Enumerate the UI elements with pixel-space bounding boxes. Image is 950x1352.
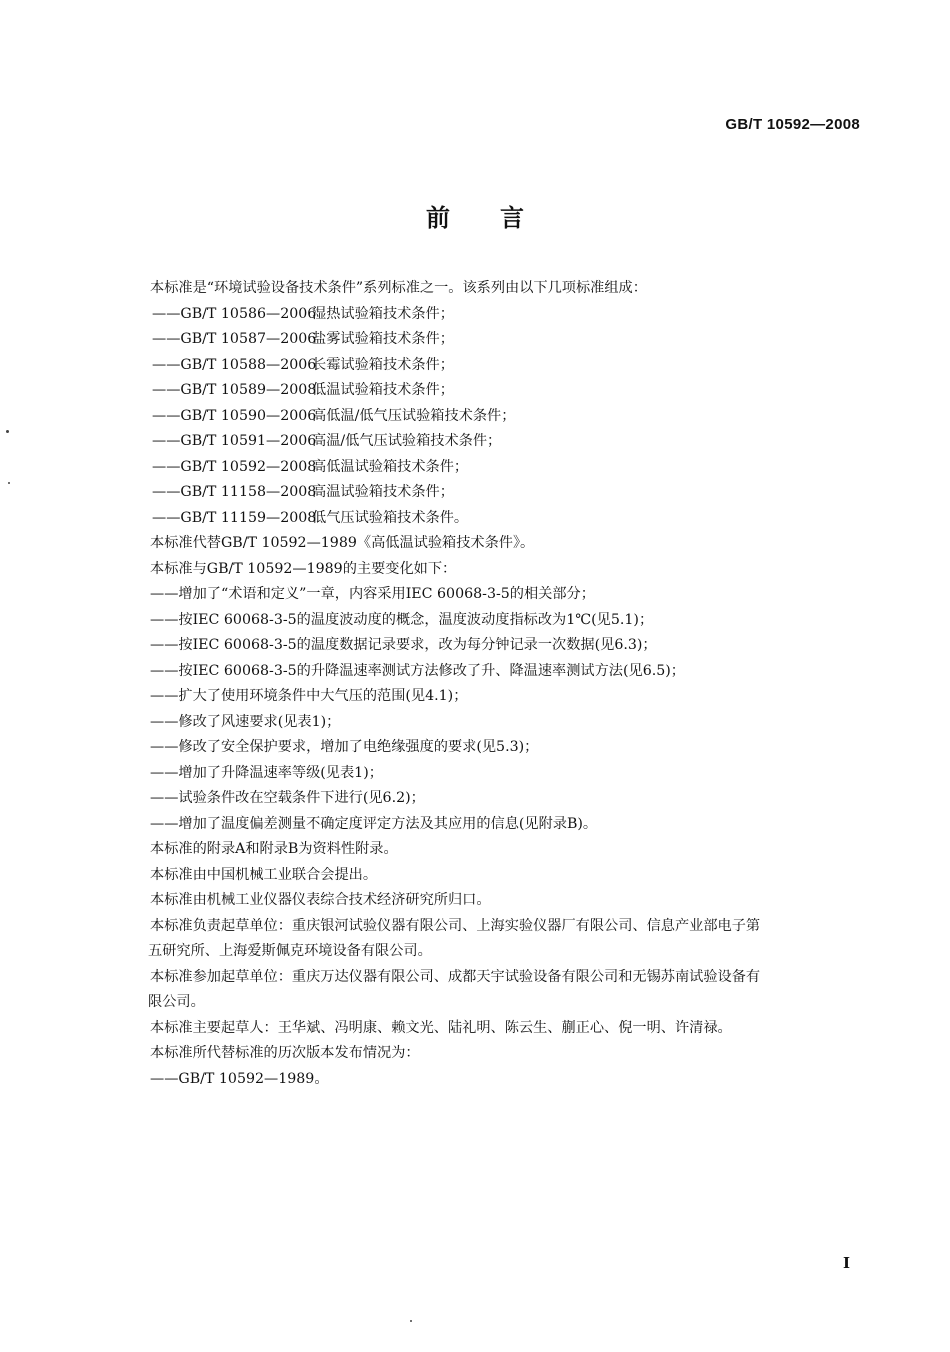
standard-code: ——GB/T 11158—2008 <box>152 484 317 500</box>
foreword-body <box>150 276 865 1092</box>
drafting-lead-paragraph <box>150 914 865 965</box>
standard-code: ——GB/T 10591—2006 <box>152 433 317 449</box>
drafters-paragraph: 本标准主要起草人：王华斌、冯明康、赖文光、陆礼明、陈云生、蒯正心、倪一明、许清禄。 <box>150 1019 732 1036</box>
change-item: ——按IEC 60068-3-5的升降温速率测试方法修改了升、降温速率测试方法(见6.5)； <box>150 662 685 679</box>
paragraph-line: 本标准参加起草单位：重庆万达仪器有限公司、成都天宇试验设备有限公司和无锡苏南试验设备有 <box>150 968 761 985</box>
change-item: ——修改了风速要求(见表1)； <box>150 713 341 730</box>
list-item <box>152 404 865 430</box>
standard-code: ——GB/T 10589—2008 <box>152 382 317 398</box>
paragraph-line: 本标准负责起草单位：重庆银河试验仪器有限公司、上海实验仪器厂有限公司、信息产业部电子第 <box>150 917 761 934</box>
list-item <box>152 480 865 506</box>
standard-code: ——GB/T 10588—2006 <box>152 356 317 373</box>
standard-code: ——GB/T 10587—2006 <box>152 331 317 347</box>
list-item <box>152 327 865 353</box>
page-title: 前言 <box>426 204 574 232</box>
list-item <box>152 353 865 379</box>
change-item: ——增加了升降温速率等级(见表1)； <box>150 764 383 781</box>
change-item: ——按IEC 60068-3-5的温度数据记录要求，改为每分钟记录一次数据(见6.3)； <box>150 637 657 653</box>
replaces-paragraph: 本标准代替GB/T 10592—1989《高低温试验箱技术条件》。 <box>150 535 535 551</box>
scan-speck <box>6 430 9 433</box>
annex-note-paragraph: 本标准的附录A和附录B为资料性附录。 <box>150 841 398 857</box>
change-item: ——修改了安全保护要求，增加了电绝缘强度的要求(见5.3)； <box>150 739 539 755</box>
standard-code: ——GB/T 11159—2008 <box>152 509 317 526</box>
standard-name: 高温/低气压试验箱技术条件； <box>312 433 502 449</box>
managed-by-paragraph: 本标准由机械工业仪器仪表综合技术经济研究所归口。 <box>150 892 491 908</box>
proposed-by-paragraph: 本标准由中国机械工业联合会提出。 <box>150 866 378 883</box>
list-item <box>152 302 865 328</box>
scan-speck <box>8 482 10 484</box>
paragraph-line: 限公司。 <box>148 994 205 1010</box>
change-item: ——试验条件改在空载条件下进行(见6.2)； <box>150 790 425 806</box>
change-item: ——增加了温度偏差测量不确定度评定方法及其应用的信息(见附录B)。 <box>150 815 598 832</box>
standard-code-header: GB/T 10592—2008 <box>725 116 860 133</box>
changes-intro-paragraph: 本标准与GB/T 10592—1989的主要变化如下： <box>150 560 457 577</box>
standard-name: 高低温试验箱技术条件； <box>312 458 469 475</box>
standard-name: 高温试验箱技术条件； <box>312 484 454 500</box>
change-item: ——按IEC 60068-3-5的温度波动度的概念，温度波动度指标改为1℃(见5.1)； <box>150 611 654 628</box>
standard-name: 盐雾试验箱技术条件； <box>312 331 454 347</box>
paragraph-line: 五研究所、上海爱斯佩克环境设备有限公司。 <box>148 943 432 959</box>
list-item <box>152 429 865 455</box>
standard-code: ——GB/T 10590—2006 <box>152 407 317 424</box>
page-number: I <box>842 1254 850 1272</box>
intro-paragraph: 本标准是“环境试验设备技术条件”系列标准之一。该系列由以下几项标准组成： <box>150 280 647 296</box>
list-item <box>152 455 865 481</box>
changes-list <box>150 582 865 837</box>
scan-speck <box>410 1320 412 1322</box>
list-item <box>152 378 865 404</box>
change-item: ——增加了“术语和定义”一章，内容采用IEC 60068-3-5的相关部分； <box>150 586 595 602</box>
standard-name: 高低温/低气压试验箱技术条件； <box>312 407 516 424</box>
history-item: ——GB/T 10592—1989。 <box>150 1070 329 1087</box>
standard-name: 湿热试验箱技术条件； <box>312 305 454 322</box>
standard-name: 长霉试验箱技术条件； <box>312 356 454 373</box>
list-item <box>152 506 865 532</box>
standard-code: ——GB/T 10592—2008 <box>152 458 317 475</box>
standard-code: ——GB/T 10586—2006 <box>152 305 317 322</box>
series-standards-list <box>150 302 865 532</box>
standard-name: 低气压试验箱技术条件。 <box>312 509 469 526</box>
standard-name: 低温试验箱技术条件； <box>312 382 454 398</box>
drafting-participants-paragraph <box>150 965 865 1016</box>
history-intro-paragraph: 本标准所代替标准的历次版本发布情况为： <box>150 1045 420 1061</box>
change-item: ——扩大了使用环境条件中大气压的范围(见4.1)； <box>150 688 468 704</box>
